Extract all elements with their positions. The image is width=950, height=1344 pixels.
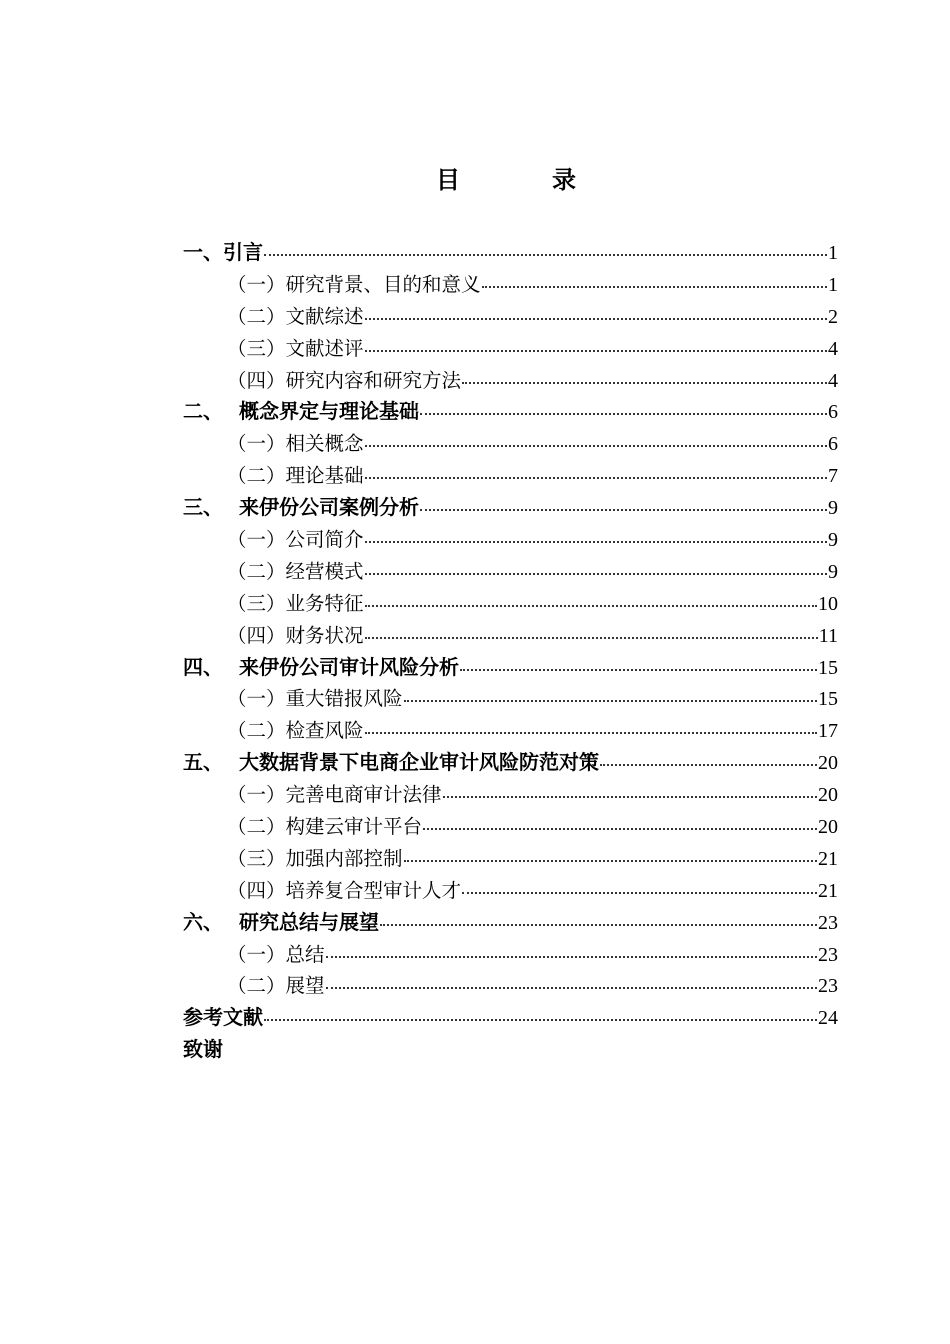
toc-entry-number: （一）	[227, 432, 286, 456]
toc-entry-label	[227, 620, 364, 652]
toc-entry-number: （一）	[227, 687, 286, 711]
toc-entry-text: 研究内容和研究方法	[285, 368, 462, 392]
toc-entry-label	[227, 715, 364, 747]
toc-entry-number: 二、	[183, 399, 223, 424]
toc-entry-label	[183, 1034, 223, 1066]
toc-dot-leader	[482, 274, 827, 288]
toc-dot-leader	[420, 401, 827, 415]
toc-entry-label	[227, 301, 364, 333]
toc-section-entry[interactable]	[183, 779, 838, 811]
toc-entry-label	[227, 970, 325, 1002]
toc-entry-text: 研究总结与展望	[239, 909, 379, 934]
title-char-left: 目	[436, 166, 460, 194]
toc-entry-text: 文献综述	[285, 304, 364, 328]
toc-entry-number: （三）	[227, 336, 286, 360]
toc-dot-leader	[365, 433, 827, 447]
toc-chapter-entry[interactable]	[183, 492, 838, 524]
toc-section-entry[interactable]	[183, 333, 838, 365]
toc-page-number: 4	[828, 369, 838, 392]
toc-dot-leader	[264, 1007, 817, 1021]
toc-section-entry[interactable]	[183, 588, 838, 620]
toc-entry-number: （三）	[227, 591, 286, 615]
toc-dot-leader	[462, 370, 827, 384]
toc-entry-number: （一）	[227, 272, 286, 296]
toc-entry-number: 五、	[183, 750, 223, 775]
toc-dot-leader	[365, 561, 827, 575]
toc-entry-text: 加强内部控制	[285, 846, 403, 870]
toc-section-entry[interactable]	[183, 428, 838, 460]
toc-page-number: 1	[828, 273, 838, 296]
toc-chapter-entry[interactable]	[183, 396, 838, 428]
toc-dot-leader	[365, 593, 817, 607]
toc-entry-text: 来伊份公司案例分析	[239, 495, 419, 520]
toc-page-number: 15	[818, 688, 838, 711]
toc-entry-label	[183, 492, 419, 524]
title-char-right: 录	[552, 166, 576, 194]
toc-section-entry[interactable]	[183, 365, 838, 397]
toc-page-number: 15	[818, 656, 838, 679]
toc-page-number: 23	[818, 975, 838, 998]
toc-entry-text: 相关概念	[285, 432, 364, 456]
toc-chapter-entry[interactable]	[183, 1034, 838, 1066]
toc-entry-number: （四）	[227, 878, 286, 902]
toc-entry-number: （四）	[227, 623, 286, 647]
toc-page-number: 1	[828, 242, 838, 264]
toc-dot-leader	[460, 657, 817, 671]
toc-page-number: 2	[828, 305, 838, 328]
toc-dot-leader	[365, 529, 827, 543]
toc-entry-text: 经营模式	[285, 559, 364, 583]
toc-entry-label	[227, 365, 461, 397]
toc-entry-number: 一、	[183, 240, 223, 264]
toc-entry-label	[227, 939, 325, 971]
toc-page-number: 6	[828, 401, 838, 424]
toc-entry-label	[227, 683, 403, 715]
toc-dot-leader	[365, 306, 827, 320]
toc-chapter-entry[interactable]	[183, 237, 838, 269]
toc-dot-leader	[380, 912, 817, 926]
toc-entry-number: （四）	[227, 368, 286, 392]
toc-entry-number: 三、	[183, 495, 223, 520]
toc-entry-number: 四、	[183, 654, 223, 679]
toc-entry-text: 业务特征	[285, 591, 364, 615]
toc-entry-number: （一）	[227, 942, 286, 966]
toc-entry-number: （二）	[227, 304, 286, 328]
toc-entry-text: 文献述评	[285, 336, 364, 360]
toc-chapter-entry[interactable]	[183, 907, 838, 939]
toc-page-number: 7	[828, 465, 838, 488]
toc-entry-label	[183, 747, 599, 779]
toc-dot-leader	[365, 625, 818, 639]
toc-entry-text: 总结	[285, 942, 325, 966]
toc-entry-text: 来伊份公司审计风险分析	[239, 654, 459, 679]
toc-entry-label	[227, 875, 461, 907]
toc-entry-text: 财务状况	[285, 623, 364, 647]
toc-entry-text: 构建云审计平台	[285, 815, 423, 839]
toc-page-number: 6	[828, 433, 838, 456]
toc-entry-label	[183, 1002, 263, 1034]
toc-section-entry[interactable]	[183, 715, 838, 747]
toc-page-number: 10	[818, 592, 838, 615]
toc-entry-text: 检查风险	[285, 719, 364, 743]
toc-dot-leader	[404, 848, 817, 862]
toc-dot-leader	[326, 975, 817, 989]
toc-entry-text: 理论基础	[285, 464, 364, 488]
toc-dot-leader	[404, 688, 817, 702]
toc-section-entry[interactable]	[183, 875, 838, 907]
toc-section-entry[interactable]	[183, 460, 838, 492]
toc-section-entry[interactable]	[183, 556, 838, 588]
toc-entry-number: （二）	[227, 974, 286, 998]
toc-section-entry[interactable]	[183, 620, 838, 652]
toc-entry-text: 致谢	[183, 1037, 223, 1062]
toc-entry-text: 重大错报风险	[285, 687, 403, 711]
toc-entry-text: 展望	[285, 974, 325, 998]
toc-entry-label	[183, 907, 379, 939]
toc-dot-leader	[264, 242, 827, 256]
toc-entry-text: 大数据背景下电商企业审计风险防范对策	[239, 750, 599, 775]
toc-entry-number: 六、	[183, 909, 223, 934]
toc-entry-number: （二）	[227, 559, 286, 583]
toc-page-number: 24	[818, 1007, 838, 1030]
toc-entry-text: 概念界定与理论基础	[239, 399, 419, 424]
toc-chapter-entry[interactable]	[183, 747, 838, 779]
page-title	[0, 160, 950, 195]
toc-page-number: 20	[818, 816, 838, 839]
toc-section-entry[interactable]	[183, 811, 838, 843]
toc-entry-number: （二）	[227, 719, 286, 743]
toc-page-number: 17	[818, 720, 838, 743]
table-of-contents	[183, 237, 838, 1066]
toc-dot-leader	[365, 720, 817, 734]
toc-dot-leader	[462, 880, 817, 894]
toc-page-number: 20	[818, 752, 838, 775]
toc-dot-leader	[443, 784, 817, 798]
toc-entry-label	[227, 843, 403, 875]
toc-entry-label	[227, 556, 364, 588]
toc-dot-leader	[365, 465, 827, 479]
toc-entry-number: （一）	[227, 783, 286, 807]
toc-entry-label	[183, 652, 459, 684]
toc-entry-number: （二）	[227, 464, 286, 488]
toc-section-entry[interactable]	[183, 524, 838, 556]
toc-page-number: 11	[818, 624, 838, 647]
toc-entry-text: 公司简介	[285, 528, 364, 552]
toc-entry-text: 引言	[223, 240, 263, 264]
toc-page-number: 9	[828, 529, 838, 552]
toc-entry-text: 参考文献	[183, 1005, 263, 1030]
toc-page-number: 9	[828, 560, 838, 583]
toc-dot-leader	[423, 816, 817, 830]
toc-entry-label	[227, 524, 364, 556]
toc-entry-number: （二）	[227, 815, 286, 839]
toc-chapter-entry[interactable]	[183, 652, 838, 684]
toc-entry-label	[183, 237, 263, 269]
toc-dot-leader	[326, 944, 817, 958]
toc-entry-text: 研究背景、目的和意义	[285, 272, 481, 296]
toc-dot-leader	[365, 338, 827, 352]
toc-page-number: 23	[818, 911, 838, 934]
toc-section-entry[interactable]	[183, 269, 838, 301]
toc-page-number: 20	[818, 784, 838, 807]
toc-dot-leader	[600, 752, 817, 766]
toc-page-number: 4	[828, 337, 838, 360]
toc-page-number: 9	[828, 497, 838, 520]
toc-entry-label	[227, 588, 364, 620]
toc-entry-label	[227, 428, 364, 460]
toc-page-number: 21	[818, 879, 838, 902]
toc-section-entry[interactable]	[183, 970, 838, 1002]
toc-page-number: 23	[818, 943, 838, 966]
toc-section-entry[interactable]	[183, 939, 838, 971]
toc-entry-label	[227, 333, 364, 365]
toc-section-entry[interactable]	[183, 683, 838, 715]
toc-entry-label	[227, 779, 442, 811]
toc-section-entry[interactable]	[183, 843, 838, 875]
toc-entry-label	[227, 811, 422, 843]
toc-entry-number: （三）	[227, 846, 286, 870]
toc-entry-text: 培养复合型审计人才	[285, 878, 462, 902]
toc-dot-leader	[420, 497, 827, 511]
toc-page-number: 21	[818, 847, 838, 870]
toc-chapter-entry[interactable]	[183, 1002, 838, 1034]
toc-entry-text: 完善电商审计法律	[285, 783, 442, 807]
toc-section-entry[interactable]	[183, 301, 838, 333]
toc-entry-label	[227, 460, 364, 492]
toc-entry-label	[183, 396, 419, 428]
toc-entry-label	[227, 269, 481, 301]
toc-entry-number: （一）	[227, 528, 286, 552]
